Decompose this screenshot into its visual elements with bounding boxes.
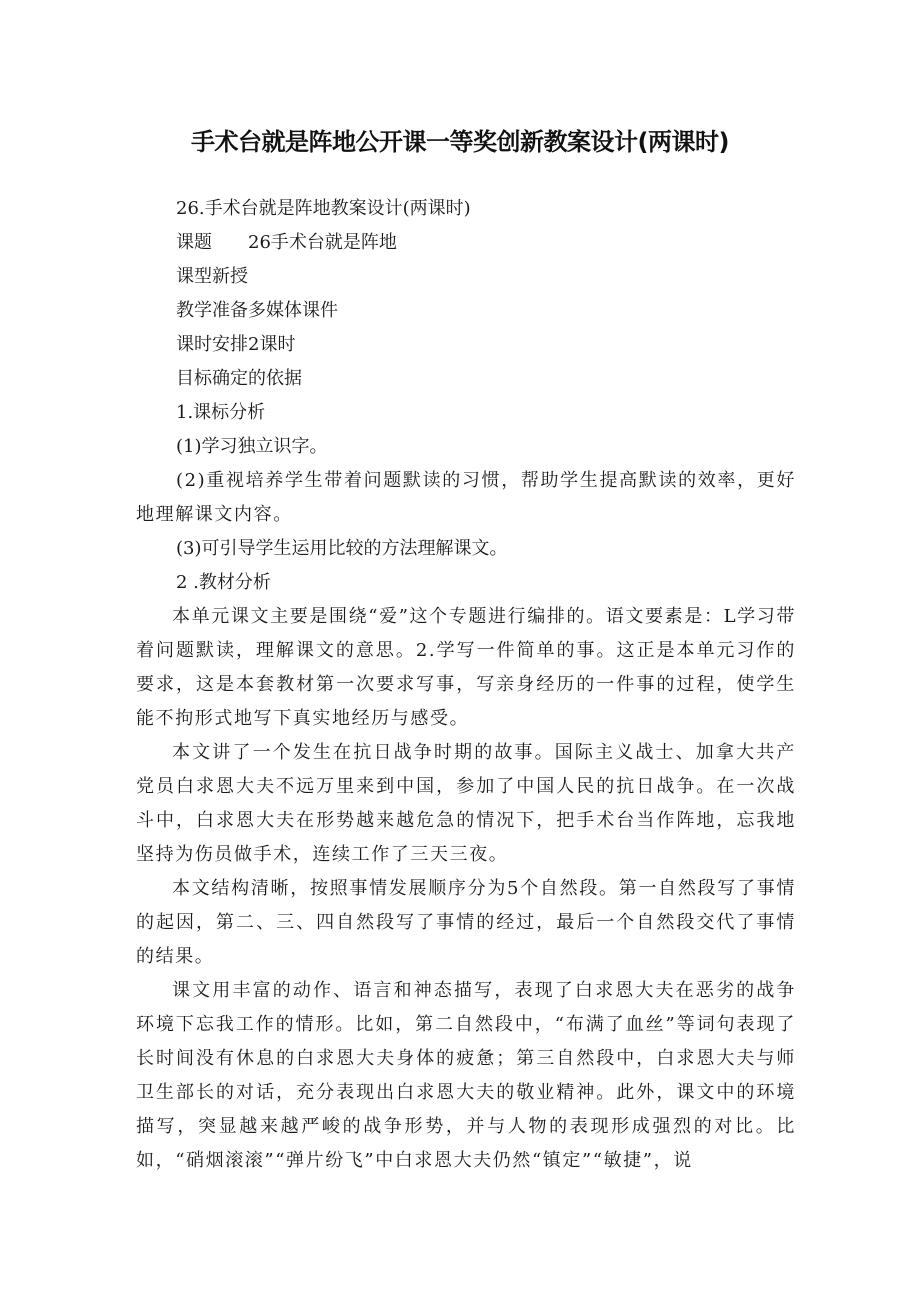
paragraph-story-summary: 本文讲了一个发生在抗日战争时期的故事。国际主义战士、加拿大共产党员白求恩大夫不远万里来到中国，参加了中国人民的抗日战争。在一次战斗中，白求恩大夫在形势越来越危急的情况下，把手术台当作阵地，忘我地坚持为伤员做手术，连续工作了三天三夜。 [136,742,796,865]
lesson-topic: 课题 26手术台就是阵地 [176,232,397,253]
teaching-preparation: 教学准备多媒体课件 [176,300,338,321]
paragraph-structure: 本文结构清晰，按照事情发展顺序分为5个自然段。第一自然段写了事情的起因，第二、三、四自然段写了事情的经过，最后一个自然段交代了事情的结果。 [136,878,796,967]
curriculum-analysis-heading: 1.课标分析 [176,402,266,423]
goal-basis-heading: 目标确定的依据 [176,368,302,389]
goal-item-2: (2)重视培养学生带着问题默读的习惯，帮助学生提高默读的效率，更好地理解课文内容。 [136,470,796,525]
lesson-heading: 26.手术台就是阵地教案设计(两课时) [176,198,471,219]
lesson-type: 课型新授 [176,266,248,287]
paragraph-unit-overview: 本单元课文主要是围绕“爱”这个专题进行编排的。语文要素是：L学习带着问题默读，理解课文的意思。2.学写一件简单的事。这正是本单元习作的要求，这是本套教材第一次要求写事，写亲身经历的一件事的过程，使学生能不拘形式地写下真实地经历与感受。 [136,606,796,729]
textbook-analysis-heading: 2 .教材分析 [176,572,271,593]
document-title: 手术台就是阵地公开课一等奖创新教案设计(两课时) [191,128,729,156]
goal-item-3: (3)可引导学生运用比较的方法理解课文。 [176,538,508,559]
goal-item-1: (1)学习独立识字。 [176,436,328,457]
paragraph-description: 课文用丰富的动作、语言和神态描写，表现了白求恩大夫在恶劣的战争环境下忘我工作的情形。比如，第二自然段中，“布满了血丝”等词句表现了长时间没有休息的白求恩大夫身体的疲惫；第三自然段中，白求恩大夫与师卫生部长的对话，充分表现出白求恩大夫的敬业精神。此外，课文中的环境描写，突显越来越严峻的战争形势，并与人物的表现形成强烈的对比。比如，“硝烟滚滚”“弹片纷飞”中白求恩大夫仍然“镇定”“敏捷”，说 [136,980,796,1171]
document-body [136,192,796,1178]
class-hours: 课时安排2课时 [176,334,296,355]
